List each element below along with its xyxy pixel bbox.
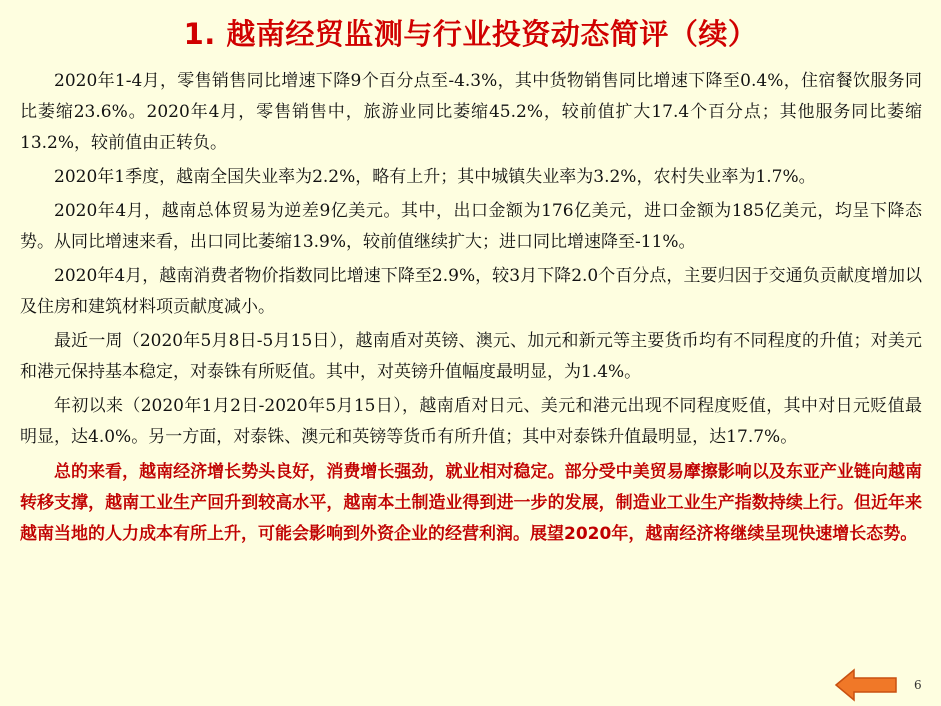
summary-paragraph: 总的来看，越南经济增长势头良好，消费增长强劲，就业相对稳定。部分受中美贸易摩擦影响以及东亚产业链向越南转移支撑，越南工业生产回升到较高水平，越南本土制造业得到进一步的发展，制造业工业生产指数持续上行。但近年来越南当地的人力成本有所上升，可能会影响到外资企业的经营利润。展望2020年，越南经济将继续呈现快速增长态势。 — [20, 462, 922, 544]
page-title: 1. 越南经贸监测与行业投资动态简评（续） — [183, 17, 758, 51]
paragraph-trade: 2020年4月，越南总体贸易为逆差9亿美元。其中，出口金额为176亿美元，进口金额为185亿美元，均呈下降态势。从同比增速来看，出口同比萎缩13.9%，较前值继续扩大；进口同比增速降至-11%。 — [20, 201, 922, 252]
paragraph-unemployment: 2020年1季度，越南全国失业率为2.2%，略有上升；其中城镇失业率为3.2%，农村失业率为1.7%。 — [54, 167, 816, 187]
paragraph-currency-week: 最近一周（2020年5月8日-5月15日），越南盾对英镑、澳元、加元和新元等主要货币均有不同程度的升值；对美元和港元保持基本稳定，对泰铢有所贬值。其中，对英镑升值幅度最明显，为1.4%。 — [20, 331, 922, 382]
left-arrow-icon[interactable] — [834, 668, 898, 702]
paragraph-cpi: 2020年4月，越南消费者物价指数同比增速下降至2.9%，较3月下降2.0个百分点，主要归因于交通负贡献度增加以及住房和建筑材料项贡献度减小。 — [20, 266, 922, 317]
document-body — [20, 66, 922, 553]
paragraph-currency-ytd: 年初以来（2020年1月2日-2020年5月15日），越南盾对日元、美元和港元出现不同程度贬值，其中对日元贬值最明显，达4.0%。另一方面，对泰铢、澳元和英镑等货币有所升值；其中对泰铢升值最明显，达17.7%。 — [20, 396, 922, 447]
paragraph-retail-sales: 2020年1-4月，零售销售同比增速下降9个百分点至-4.3%，其中货物销售同比增速下降至0.4%，住宿餐饮服务同比萎缩23.6%。2020年4月，零售销售中，旅游业同比萎缩45.2%，较前值扩大17.4个百分点；其他服务同比萎缩13.2%，较前值由正转负。 — [20, 71, 922, 153]
back-arrow-shape — [836, 670, 896, 700]
page-number: 6 — [914, 678, 922, 692]
